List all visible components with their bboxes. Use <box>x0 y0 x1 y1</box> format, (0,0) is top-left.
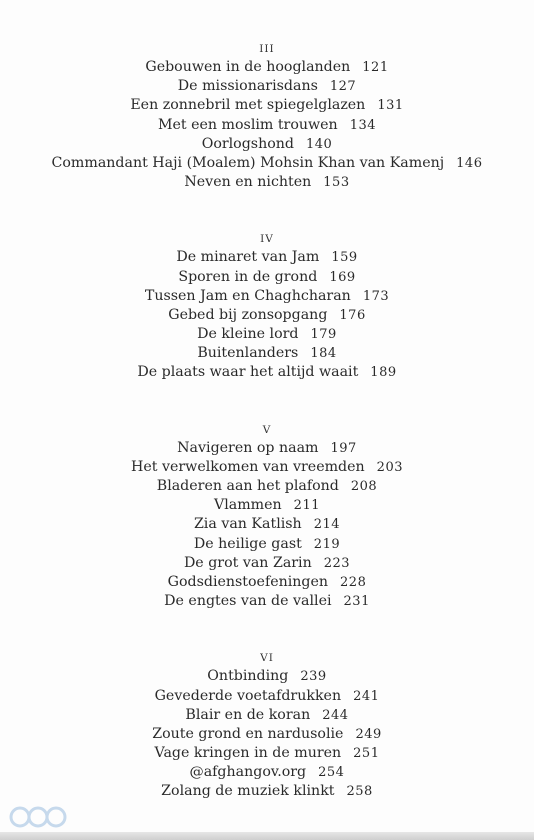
page-number: 249 <box>355 726 382 742</box>
chapter-title: Zoute grond en nardusolie <box>152 725 344 742</box>
toc-entry <box>0 535 534 554</box>
chapter-title: @afghangov.org <box>189 764 307 781</box>
table-of-contents <box>0 40 534 802</box>
page-number: 211 <box>293 498 320 514</box>
toc-entry <box>0 554 534 573</box>
page-number: 179 <box>310 327 337 343</box>
chapter-title: Oorlogshond <box>201 135 294 152</box>
toc-entry <box>0 116 534 135</box>
page-number: 208 <box>350 479 378 494</box>
chapter-title: Navigeren op naam <box>177 439 319 456</box>
page-number: 228 <box>340 574 367 590</box>
page-number: 203 <box>376 459 403 475</box>
chapter-title: Ontbinding <box>207 668 289 685</box>
page-number: 140 <box>305 136 333 152</box>
toc-entry <box>0 592 534 611</box>
chapter-title: De kleine lord <box>197 326 299 343</box>
chapter-title: De engtes van de vallei <box>164 593 332 610</box>
chapter-title: Blair en de koran <box>185 706 311 723</box>
chapter-title: Godsdienstoefeningen <box>167 573 329 590</box>
page-number: 134 <box>349 117 377 133</box>
page-number: 251 <box>353 746 380 762</box>
toc-entry <box>0 363 534 382</box>
toc-section <box>0 40 534 192</box>
chapter-title: Sporen in de grond <box>178 268 318 285</box>
chapter-title: Bladeren aan het plafond <box>156 478 339 494</box>
toc-section <box>0 421 534 612</box>
chapter-title: Met een moslim trouwen <box>157 116 338 133</box>
chapter-title: Vage kringen in de muren <box>154 745 342 762</box>
section-numeral: IV <box>260 233 274 246</box>
chapter-title: Een zonnebril met spiegelglazen <box>130 97 366 114</box>
toc-entry <box>0 96 534 115</box>
chapter-title: Commandant Haji (Moalem) Mohsin Khan van Kamenj <box>51 154 445 171</box>
toc-entry <box>0 496 534 515</box>
page-number: 176 <box>339 307 366 323</box>
page-number: 258 <box>346 784 373 800</box>
chapter-title: Buitenlanders <box>197 345 299 362</box>
page-number: 189 <box>370 365 397 381</box>
toc-entry <box>0 248 534 267</box>
toc-entry <box>0 573 534 592</box>
page-number: 223 <box>323 555 351 571</box>
page-number: 169 <box>329 269 356 285</box>
chapter-title: Gevederde voetafdrukken <box>154 687 342 704</box>
toc-entry <box>0 77 534 96</box>
page-number: 254 <box>318 765 345 781</box>
page-number: 184 <box>310 346 337 362</box>
page-number: 214 <box>313 517 341 533</box>
chapter-title: Zia van Katlish <box>193 516 302 533</box>
toc-entry <box>0 687 534 706</box>
toc-entry <box>0 325 534 344</box>
chapter-title: Gebed bij zonsopgang <box>168 306 328 323</box>
chapter-title: De plaats waar het altijd waait <box>137 364 359 381</box>
toc-entry <box>0 515 534 534</box>
chapter-title: De grot van Zarin <box>183 554 312 571</box>
page-number: 244 <box>322 707 349 723</box>
chapter-title: Neven en nichten <box>184 174 312 191</box>
page-number: 241 <box>353 688 380 704</box>
toc-entry <box>0 268 534 287</box>
toc-entry <box>0 306 534 325</box>
chapter-title: De minaret van Jam <box>176 249 320 266</box>
page-number: 127 <box>329 79 357 95</box>
toc-entry <box>0 667 534 686</box>
page-number: 121 <box>362 60 389 75</box>
toc-entry <box>0 744 534 763</box>
page-bottom-edge <box>0 832 534 840</box>
toc-entry <box>0 458 534 477</box>
toc-entry <box>0 287 534 306</box>
section-numeral: III <box>259 43 275 55</box>
page-number: 197 <box>330 440 357 456</box>
page-number: 131 <box>377 98 404 114</box>
section-numeral: V <box>262 423 272 436</box>
toc-entry <box>0 173 534 192</box>
page-number: 173 <box>362 288 390 304</box>
toc-section <box>0 649 534 801</box>
store-logo-watermark-icon <box>8 802 68 832</box>
toc-entry <box>0 135 534 154</box>
toc-entry <box>0 477 534 496</box>
toc-entry <box>0 725 534 744</box>
chapter-title: Zolang de muziek klinkt <box>161 783 335 800</box>
toc-entry <box>0 706 534 725</box>
page-number: 146 <box>456 155 483 171</box>
toc-entry <box>0 782 534 801</box>
page-number: 231 <box>343 594 370 610</box>
page-number: 159 <box>331 250 358 266</box>
toc-entry <box>0 344 534 363</box>
chapter-title: De heilige gast <box>193 535 302 552</box>
toc-section <box>0 230 534 382</box>
page-number: 153 <box>323 175 350 191</box>
toc-entry <box>0 58 534 77</box>
page-number: 239 <box>300 669 327 685</box>
page-number: 219 <box>313 536 341 552</box>
section-numeral: VI <box>260 652 274 665</box>
chapter-title: Vlammen <box>213 497 282 514</box>
chapter-title: Het verwelkomen van vreemden <box>131 458 365 475</box>
toc-entry <box>0 439 534 458</box>
toc-entry <box>0 154 534 173</box>
chapter-title: Tussen Jam en Chaghcharan <box>144 287 351 304</box>
chapter-title: Gebouwen in de hooglanden <box>145 59 351 75</box>
toc-entry <box>0 763 534 782</box>
chapter-title: De missionarisdans <box>177 78 318 95</box>
